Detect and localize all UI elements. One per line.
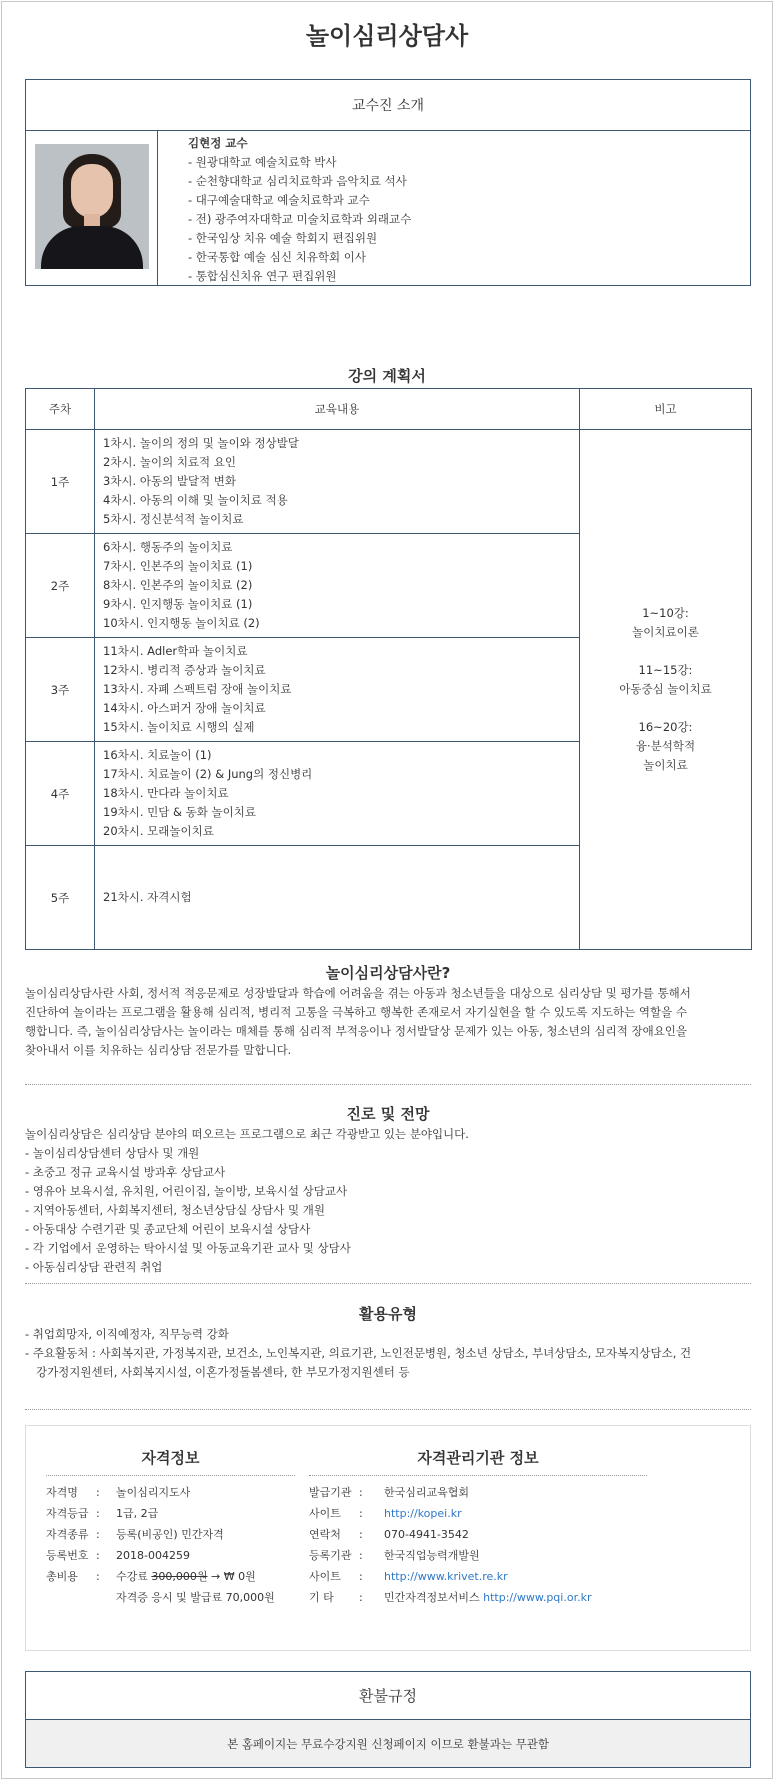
agency-info-title: 자격관리기관 정보 — [309, 1426, 647, 1476]
divider — [25, 1409, 751, 1410]
agency-row: 사이트 : http://kopei.kr — [309, 1503, 647, 1524]
week-cell: 4주 — [26, 742, 95, 846]
agency-value: 070-4941-3542 — [384, 1528, 469, 1541]
about-line: 찾아내서 이를 치유하는 심리상담 전문가를 말합니다. — [25, 1043, 292, 1057]
fee-old-price: 300,000원 — [151, 1570, 208, 1583]
kopei-link[interactable]: http://kopei.kr — [384, 1507, 462, 1520]
fee-prefix: 수강료 — [116, 1570, 152, 1583]
usage-line: 강가정지원센터, 사회복지시설, 이혼가정돌봄센타, 한 부모가정지원센터 등 — [25, 1365, 410, 1379]
agency-row: 기 타 : 민간자격정보서비스 http://www.pqi.or.kr — [309, 1587, 647, 1608]
bio-line: - 한국임상 치유 예술 학회지 편집위원 — [188, 231, 378, 245]
week-cell: 3주 — [26, 638, 95, 742]
cert-row: 자격종류 : 등록(비공인) 민간자격 — [46, 1524, 295, 1545]
cert-key: 자격등급 — [46, 1507, 89, 1520]
pqi-link[interactable]: http://www.pqi.or.kr — [483, 1591, 592, 1604]
lesson-item: 21차시. 자격시험 — [103, 890, 192, 904]
note-line: 놀이치료 — [643, 758, 688, 772]
about-title: 놀이심리상담사란? — [325, 964, 451, 982]
lesson-item: 10차시. 인지행동 놀이치료 (2) — [103, 616, 260, 630]
lesson-item: 13차시. 자폐 스펙트럼 장애 놀이치료 — [103, 682, 292, 696]
usage-title: 활용유형 — [359, 1305, 417, 1323]
agency-row: 연락처 : 070-4941-3542 — [309, 1524, 647, 1545]
cert-key: 자격명 — [46, 1486, 78, 1499]
cert-row: 자격등급 : 1급, 2급 — [46, 1503, 295, 1524]
note-line: 아동중심 놀이치료 — [619, 682, 712, 696]
professor-name: 김현정 교수 — [188, 136, 248, 150]
agency-key: 등록기관 — [309, 1549, 352, 1562]
bio-line: - 전) 광주여자대학교 미술치료학과 외래교수 — [188, 212, 412, 226]
plan-title: 강의 계획서 — [348, 367, 426, 385]
lesson-item: 2차시. 놀이의 치료적 요인 — [103, 455, 237, 469]
bio-line: - 통합심신치유 연구 편집위원 — [188, 269, 337, 283]
agency-value: 한국직업능력개발원 — [384, 1549, 480, 1562]
faculty-section — [25, 79, 751, 286]
career-title: 진로 및 전망 — [346, 1105, 430, 1123]
about-section — [25, 962, 751, 1060]
lesson-item: 5차시. 정신분석적 놀이치료 — [103, 512, 244, 526]
agency-row: 사이트 : http://www.krivet.re.kr — [309, 1566, 647, 1587]
week-cell: 2주 — [26, 534, 95, 638]
fee-new-price: → ₩ 0원 — [207, 1570, 256, 1583]
bio-line: - 한국통합 예술 심신 치유학회 이사 — [188, 250, 366, 264]
list-item: - 초중고 정규 교육시설 방과후 상담교사 — [25, 1165, 226, 1179]
faculty-header: 교수진 소개 — [26, 80, 750, 131]
agency-value — [384, 1587, 591, 1608]
table-row — [26, 430, 752, 534]
lesson-item: 3차시. 아동의 발달적 변화 — [103, 474, 237, 488]
lesson-item: 14차시. 아스퍼거 장애 놀이치료 — [103, 701, 266, 715]
lesson-item: 6차시. 행동주의 놀이치료 — [103, 540, 233, 554]
list-item: - 아동심리상담 관련직 취업 — [25, 1260, 163, 1274]
note-line: 11~15강: — [638, 663, 693, 677]
cert-key: 자격종류 — [46, 1528, 89, 1541]
bio-line: - 순천향대학교 심리치료학과 음악치료 석사 — [188, 174, 407, 188]
header-content: 교육내용 — [95, 389, 580, 430]
lesson-item: 18차시. 만다라 놀이치료 — [103, 786, 229, 800]
lesson-item: 20차시. 모래놀이치료 — [103, 824, 214, 838]
usage-section — [25, 1303, 751, 1382]
usage-line: - 주요활동처 : 사회복지관, 가정복지관, 보건소, 노인복지관, 의료기관, 노인전문병원, 청소년 상담소, 부녀상담소, 모자복지상담소, 건 — [25, 1346, 692, 1360]
career-section — [25, 1103, 751, 1277]
content-cell — [95, 430, 580, 534]
agency-key: 사이트 — [309, 1507, 341, 1520]
content-cell — [95, 534, 580, 638]
lesson-item: 4차시. 아동의 이해 및 놀이치료 적용 — [103, 493, 288, 507]
agency-key: 기 타 — [309, 1591, 334, 1604]
refund-title: 환불규정 — [26, 1672, 750, 1720]
lecture-plan-table — [25, 388, 752, 950]
lesson-item: 7차시. 인본주의 놀이치료 (1) — [103, 559, 253, 573]
agency-key: 발급기관 — [309, 1486, 352, 1499]
table-header-row — [26, 389, 752, 430]
cert-value: 2018-004259 — [116, 1549, 190, 1562]
header-note: 비고 — [580, 389, 752, 430]
week-cell: 1주 — [26, 430, 95, 534]
agency-value: 한국심리교육협회 — [384, 1486, 470, 1499]
about-line: 행합니다. 즉, 놀이심리상담사는 놀이라는 매체를 통해 심리적 부적응이나 정서발달상 문제가 있는 아동, 청소년의 심리적 장애요인을 — [25, 1024, 688, 1038]
agency-key: 사이트 — [309, 1570, 341, 1583]
cert-key: 등록번호 — [46, 1549, 89, 1562]
professor-photo — [35, 144, 149, 269]
agency-value-text: 민간자격정보서비스 — [384, 1591, 484, 1604]
divider — [25, 1084, 751, 1085]
divider — [25, 1283, 751, 1284]
header-week: 주차 — [26, 389, 95, 430]
list-item: - 놀이심리상담센터 상담사 및 개원 — [25, 1146, 200, 1160]
lesson-item: 8차시. 인본주의 놀이치료 (2) — [103, 578, 253, 592]
krivet-link[interactable]: http://www.krivet.re.kr — [384, 1570, 508, 1583]
lesson-item: 16차시. 치료놀이 (1) — [103, 748, 212, 762]
professor-info — [158, 131, 411, 285]
note-line: 16~20강: — [638, 720, 693, 734]
usage-line: - 취업희망자, 이직예정자, 직무능력 강화 — [25, 1327, 229, 1341]
about-line: 놀이심리상담사란 사회, 정서적 적응문제로 성장발달과 학습에 어려움을 겪는 아동과 청소년들을 대상으로 심리상담 및 평가를 통해서 — [25, 986, 691, 1000]
cert-info-column — [46, 1426, 295, 1608]
refund-section — [25, 1671, 751, 1768]
content-cell — [95, 742, 580, 846]
cert-value: 1급, 2급 — [116, 1507, 159, 1520]
agency-row: 발급기관 : 한국심리교육협회 — [309, 1482, 647, 1503]
page-title: 놀이심리상담사 — [305, 22, 469, 50]
bio-line: - 대구예술대학교 예술치료학과 교수 — [188, 193, 370, 207]
week-cell: 5주 — [26, 846, 95, 950]
note-line: 놀이치료이론 — [632, 625, 699, 639]
lesson-item: 15차시. 놀이치료 시행의 실제 — [103, 720, 255, 734]
agency-key: 연락처 — [309, 1528, 341, 1541]
cert-fee-row: 총비용 : 수강료 300,000원 → ₩ 0원 — [46, 1566, 295, 1587]
note-cell — [580, 430, 752, 950]
content-cell — [95, 638, 580, 742]
fee-note: 자격증 응시 및 발급료 70,000원 — [116, 1591, 275, 1604]
list-item: - 아동대상 수련기관 및 종교단체 어린이 보육시설 상담사 — [25, 1222, 311, 1236]
list-item: - 각 기업에서 운영하는 탁아시설 및 아동교육기관 교사 및 상담사 — [25, 1241, 351, 1255]
cert-fee-note-row — [46, 1587, 295, 1608]
lesson-item: 9차시. 인지행동 놀이치료 (1) — [103, 597, 253, 611]
cert-row: 자격명 : 놀이심리지도사 — [46, 1482, 295, 1503]
cert-value: 등록(비공인) 민간자격 — [116, 1528, 224, 1541]
note-line: 융·분석학적 — [635, 739, 696, 753]
cert-info-title: 자격정보 — [46, 1426, 295, 1476]
refund-text: 본 홈페이지는 무료수강지원 신청페이지 이므로 환불과는 무관함 — [26, 1720, 750, 1767]
list-item: - 영유아 보육시설, 유치원, 어린이집, 놀이방, 보육시설 상담교사 — [25, 1184, 348, 1198]
bio-line: - 원광대학교 예술치료학 박사 — [188, 155, 337, 169]
certificate-info-box — [25, 1425, 751, 1651]
cert-row: 등록번호 : 2018-004259 — [46, 1545, 295, 1566]
lesson-item: 11차시. Adler학파 놀이치료 — [103, 644, 248, 658]
list-item: - 지역아동센터, 사회복지센터, 청소년상담실 상담사 및 개원 — [25, 1203, 326, 1217]
about-line: 진단하여 놀이라는 프로그램을 활용해 심리적, 병리적 고통을 극복하고 행복한 존재로서 자기실현을 할 수 있도록 지도하는 역할을 수 — [25, 1005, 688, 1019]
agency-row: 등록기관 : 한국직업능력개발원 — [309, 1545, 647, 1566]
cert-key: 총비용 — [46, 1570, 78, 1583]
content-cell — [95, 846, 580, 950]
career-intro: 놀이심리상담은 심리상담 분야의 떠오르는 프로그램으로 최근 각광받고 있는 분야입니다. — [25, 1127, 469, 1141]
fee-value — [116, 1566, 256, 1587]
note-line: 1~10강: — [642, 606, 689, 620]
lesson-item: 17차시. 치료놀이 (2) & Jung의 정신병리 — [103, 767, 313, 781]
agency-info-column — [309, 1426, 647, 1608]
lesson-item: 12차시. 병리적 증상과 놀이치료 — [103, 663, 266, 677]
cert-value: 놀이심리지도사 — [116, 1486, 191, 1499]
lesson-item: 19차시. 민담 & 동화 놀이치료 — [103, 805, 256, 819]
lesson-item: 1차시. 놀이의 정의 및 놀이와 정상발달 — [103, 436, 299, 450]
